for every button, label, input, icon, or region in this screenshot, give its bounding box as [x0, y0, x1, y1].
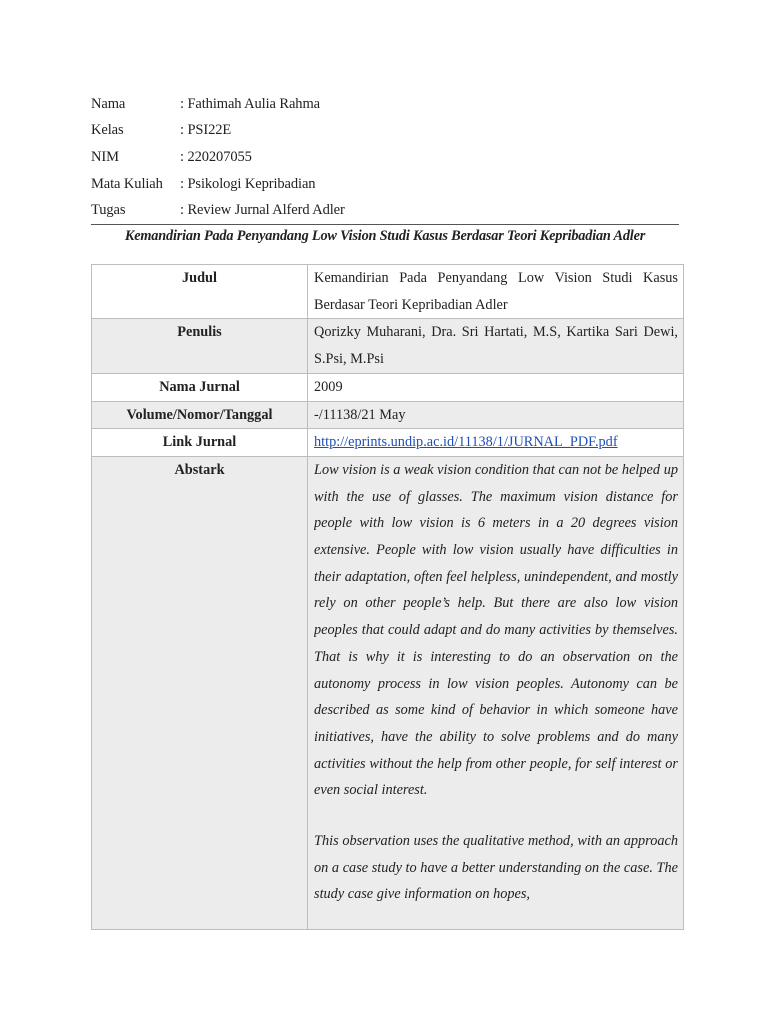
- abstract-paragraph-2: This observation uses the qualitative method, with an approach on a case study to have a better understanding on the case. The study case give information on hopes,: [314, 833, 678, 903]
- row-label: Penulis: [92, 319, 308, 373]
- abstract-clip: [314, 457, 678, 929]
- row-value: 2009: [308, 373, 684, 401]
- info-value: : Review Jurnal Alferd Adler: [180, 202, 345, 219]
- info-label: Kelas: [91, 122, 124, 139]
- info-row-nim: [91, 144, 679, 171]
- row-value: [308, 429, 684, 457]
- info-value: : 220207055: [180, 148, 252, 165]
- document-title: Kemandirian Pada Penyandang Low Vision Studi Kasus Berdasar Teori Kepribadian Adler: [124, 228, 646, 244]
- row-label: Volume/Nomor/Tanggal: [92, 401, 308, 429]
- row-label: Judul: [92, 265, 308, 319]
- abstract-paragraph-1: Low vision is a weak vision condition that can not be helped up with the use of glasses. The maximum vision distance for people with low vision is 6 meters in a 20 degrees vision extensive. People with low vision usually have difficulties in their adaptation, often feel helpless, unindependent, and mostly rely on other people’s help. But there are also low vision peoples that could adapt and do many activities by themselves. That is why it is interesting to do an observation on the autonomy process in low vision peoples. Autonomy can be described as some kind of behavior in which someone have initiatives, have the ability to solve problems and do many activities without the help from other people, for self interest or even social interest.: [314, 461, 678, 799]
- table-row-nama-jurnal: [92, 373, 684, 401]
- row-label: Nama Jurnal: [92, 373, 308, 401]
- info-row-tugas: [91, 197, 679, 224]
- info-label: Nama: [91, 95, 126, 112]
- info-row-nama: [91, 91, 679, 118]
- table-row-volume: [92, 401, 684, 429]
- info-row-mata-kuliah: [91, 171, 679, 198]
- info-row-kelas: [91, 118, 679, 145]
- info-label: Mata Kuliah: [91, 175, 163, 192]
- table-row-judul: [92, 265, 684, 319]
- row-value: -/11138/21 May: [308, 401, 684, 429]
- table-row-abstrak: [92, 456, 684, 929]
- info-value: : Psikologi Kepribadian: [180, 175, 316, 192]
- student-info-block: [91, 91, 679, 225]
- info-label: Tugas: [91, 202, 126, 219]
- info-value: : PSI22E: [180, 122, 232, 139]
- journal-review-table: [91, 264, 684, 930]
- row-label: Link Jurnal: [92, 429, 308, 457]
- table-row-link-jurnal: [92, 429, 684, 457]
- abstract-text: [308, 456, 684, 929]
- row-value: Qorizky Muharani, Dra. Sri Hartati, M.S, Kartika Sari Dewi, S.Psi, M.Psi: [308, 319, 684, 373]
- journal-link[interactable]: http://eprints.undip.ac.id/11138/1/JURNAL_PDF.pdf: [314, 434, 618, 451]
- row-value: Kemandirian Pada Penyandang Low Vision Studi Kasus Berdasar Teori Kepribadian Adler: [308, 265, 684, 319]
- info-value: : Fathimah Aulia Rahma: [180, 95, 320, 112]
- row-label: Abstark: [92, 456, 308, 929]
- info-label: NIM: [91, 148, 119, 165]
- table-row-penulis: [92, 319, 684, 373]
